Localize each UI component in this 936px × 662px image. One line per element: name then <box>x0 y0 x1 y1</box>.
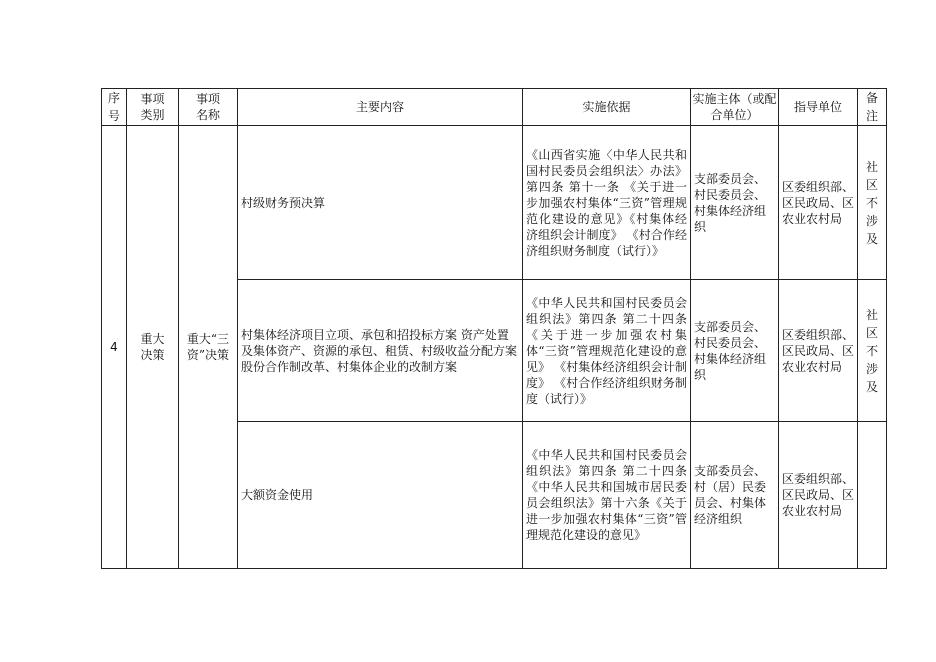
header-basis: 实施依据 <box>523 89 691 126</box>
header-subject: 实施主体（或配合单位） <box>691 89 779 126</box>
header-name: 事项名称 <box>179 89 238 126</box>
decision-matters-table <box>101 88 887 569</box>
subject-cell: 支部委员会、村民委员会、村集体经济组织 <box>691 126 779 280</box>
note-cell: 社区不涉及 <box>858 280 887 422</box>
seq-cell: 4 <box>102 126 127 569</box>
basis-cell: 《中华人民共和国村民委员会组织法》第四条 第二十四条《中华人民共和国城市居民委员会组织法》第十六条《关于进一步加强农村集体“三资”管理规范化建设的意见》 <box>523 422 691 569</box>
content-cell: 村集体经济项目立项、承包和招投标方案 资产处置及集体资产、资源的承包、租赁、村级收益分配方案 股份合作制改革、村集体企业的改制方案 <box>238 280 523 422</box>
content-cell: 大额资金使用 <box>238 422 523 569</box>
category-cell: 重大决策 <box>127 126 179 569</box>
header-note: 备注 <box>858 89 887 126</box>
basis-cell: 《中华人民共和国村民委员会组织法》第四条 第二十四条《关于进一步加强农村集体“三资”管理规范化建设的意见》 《村集体经济组织会计制度》 《村合作经济组织财务制度（试行）》 <box>523 280 691 422</box>
header-guide: 指导单位 <box>779 89 858 126</box>
content-cell: 村级财务预决算 <box>238 126 523 280</box>
header-row <box>102 89 887 126</box>
basis-cell: 《山西省实施〈中华人民共和国村民委员会组织法〉办法》第四条 第十一条 《关于进一步加强农村集体“三资”管理规范化建设的意见》《村集体经济组织会计制度》 《村合作经济组织财务制度（试行）》 <box>523 126 691 280</box>
guide-cell: 区委组织部、区民政局、区农业农村局 <box>779 422 858 569</box>
subject-cell: 支部委员会、村（居）民委员会、村集体经济组织 <box>691 422 779 569</box>
subject-cell: 支部委员会、村民委员会、村集体经济组织 <box>691 280 779 422</box>
header-seq: 序号 <box>102 89 127 126</box>
header-content: 主要内容 <box>238 89 523 126</box>
note-cell: 社区不涉及 <box>858 126 887 280</box>
note-cell <box>858 422 887 569</box>
header-category: 事项类别 <box>127 89 179 126</box>
name-cell: 重大“三资”决策 <box>179 126 238 569</box>
guide-cell: 区委组织部、区民政局、区农业农村局 <box>779 126 858 280</box>
guide-cell: 区委组织部、区民政局、区农业农村局 <box>779 280 858 422</box>
table-row <box>102 126 887 280</box>
